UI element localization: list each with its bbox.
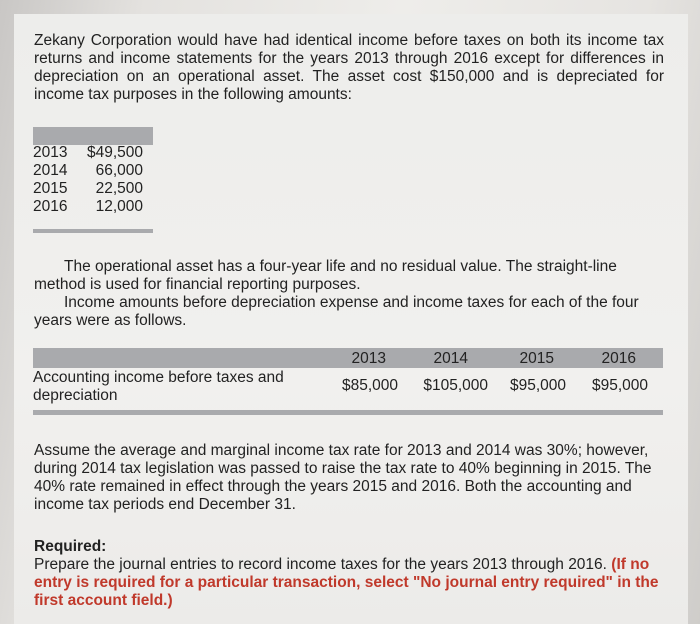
dep-row	[33, 162, 143, 180]
required-heading: Required:	[34, 538, 107, 555]
required-text: Prepare the journal entries to record income taxes for the years 2013 through 2016.	[34, 556, 607, 573]
dep-amount: 22,500	[95, 180, 143, 197]
year-2014: 2014	[433, 350, 468, 367]
dep-table-header-band	[33, 127, 153, 145]
required-note: (If no entry is required for a particular transaction, select "No journal entry required" in the first account field.)	[34, 556, 659, 609]
asset-info	[34, 258, 664, 330]
income-2014: $105,000	[423, 377, 488, 394]
intro-paragraph: Zekany Corporation would have had identical income before taxes on both its income tax returns and income statements for the years 2013 through 2016 except for differences in depreciation on an operational asset. The asset cost $150,000 and is depreciated for income tax purposes in the following amounts:	[34, 32, 664, 103]
income-2015: $95,000	[509, 377, 566, 394]
dep-year: 2014	[33, 162, 68, 179]
year-2016: 2016	[601, 350, 636, 367]
year-2013: 2013	[351, 350, 386, 367]
asset-info-line-2: Income amounts before depreciation expense and income taxes for each of the four years were as follows.	[34, 294, 639, 329]
dep-amount: 12,000	[95, 198, 143, 215]
dep-row	[33, 180, 143, 198]
dep-row	[33, 198, 143, 216]
dep-row	[33, 144, 143, 162]
required-section	[34, 538, 674, 610]
dep-table-bottom-rule	[33, 229, 153, 233]
dep-year: 2016	[33, 198, 68, 215]
income-2013: $85,000	[341, 377, 398, 394]
income-table-bottom-rule	[33, 410, 663, 415]
income-row-label: Accounting income before taxes and depreciation	[33, 369, 284, 404]
tax-depreciation-table	[33, 144, 143, 216]
dep-year: 2013	[33, 144, 68, 161]
income-2016: $95,000	[591, 377, 648, 394]
dep-amount: $49,500	[86, 144, 143, 161]
tax-rate-paragraph: Assume the average and marginal income tax rate for 2013 and 2014 was 30%; however, during 2014 tax legislation was passed to raise the tax rate to 40% beginning in 2015. The 40% rate remained in effect through the years 2015 and 2016. Both the accounting and income tax periods end December 31.	[34, 442, 652, 513]
asset-info-line-1: The operational asset has a four-year life and no residual value. The straight-line method is used for financial reporting purposes.	[34, 258, 617, 293]
dep-year: 2015	[33, 180, 68, 197]
dep-amount: 66,000	[95, 162, 143, 179]
year-2015: 2015	[519, 350, 554, 367]
